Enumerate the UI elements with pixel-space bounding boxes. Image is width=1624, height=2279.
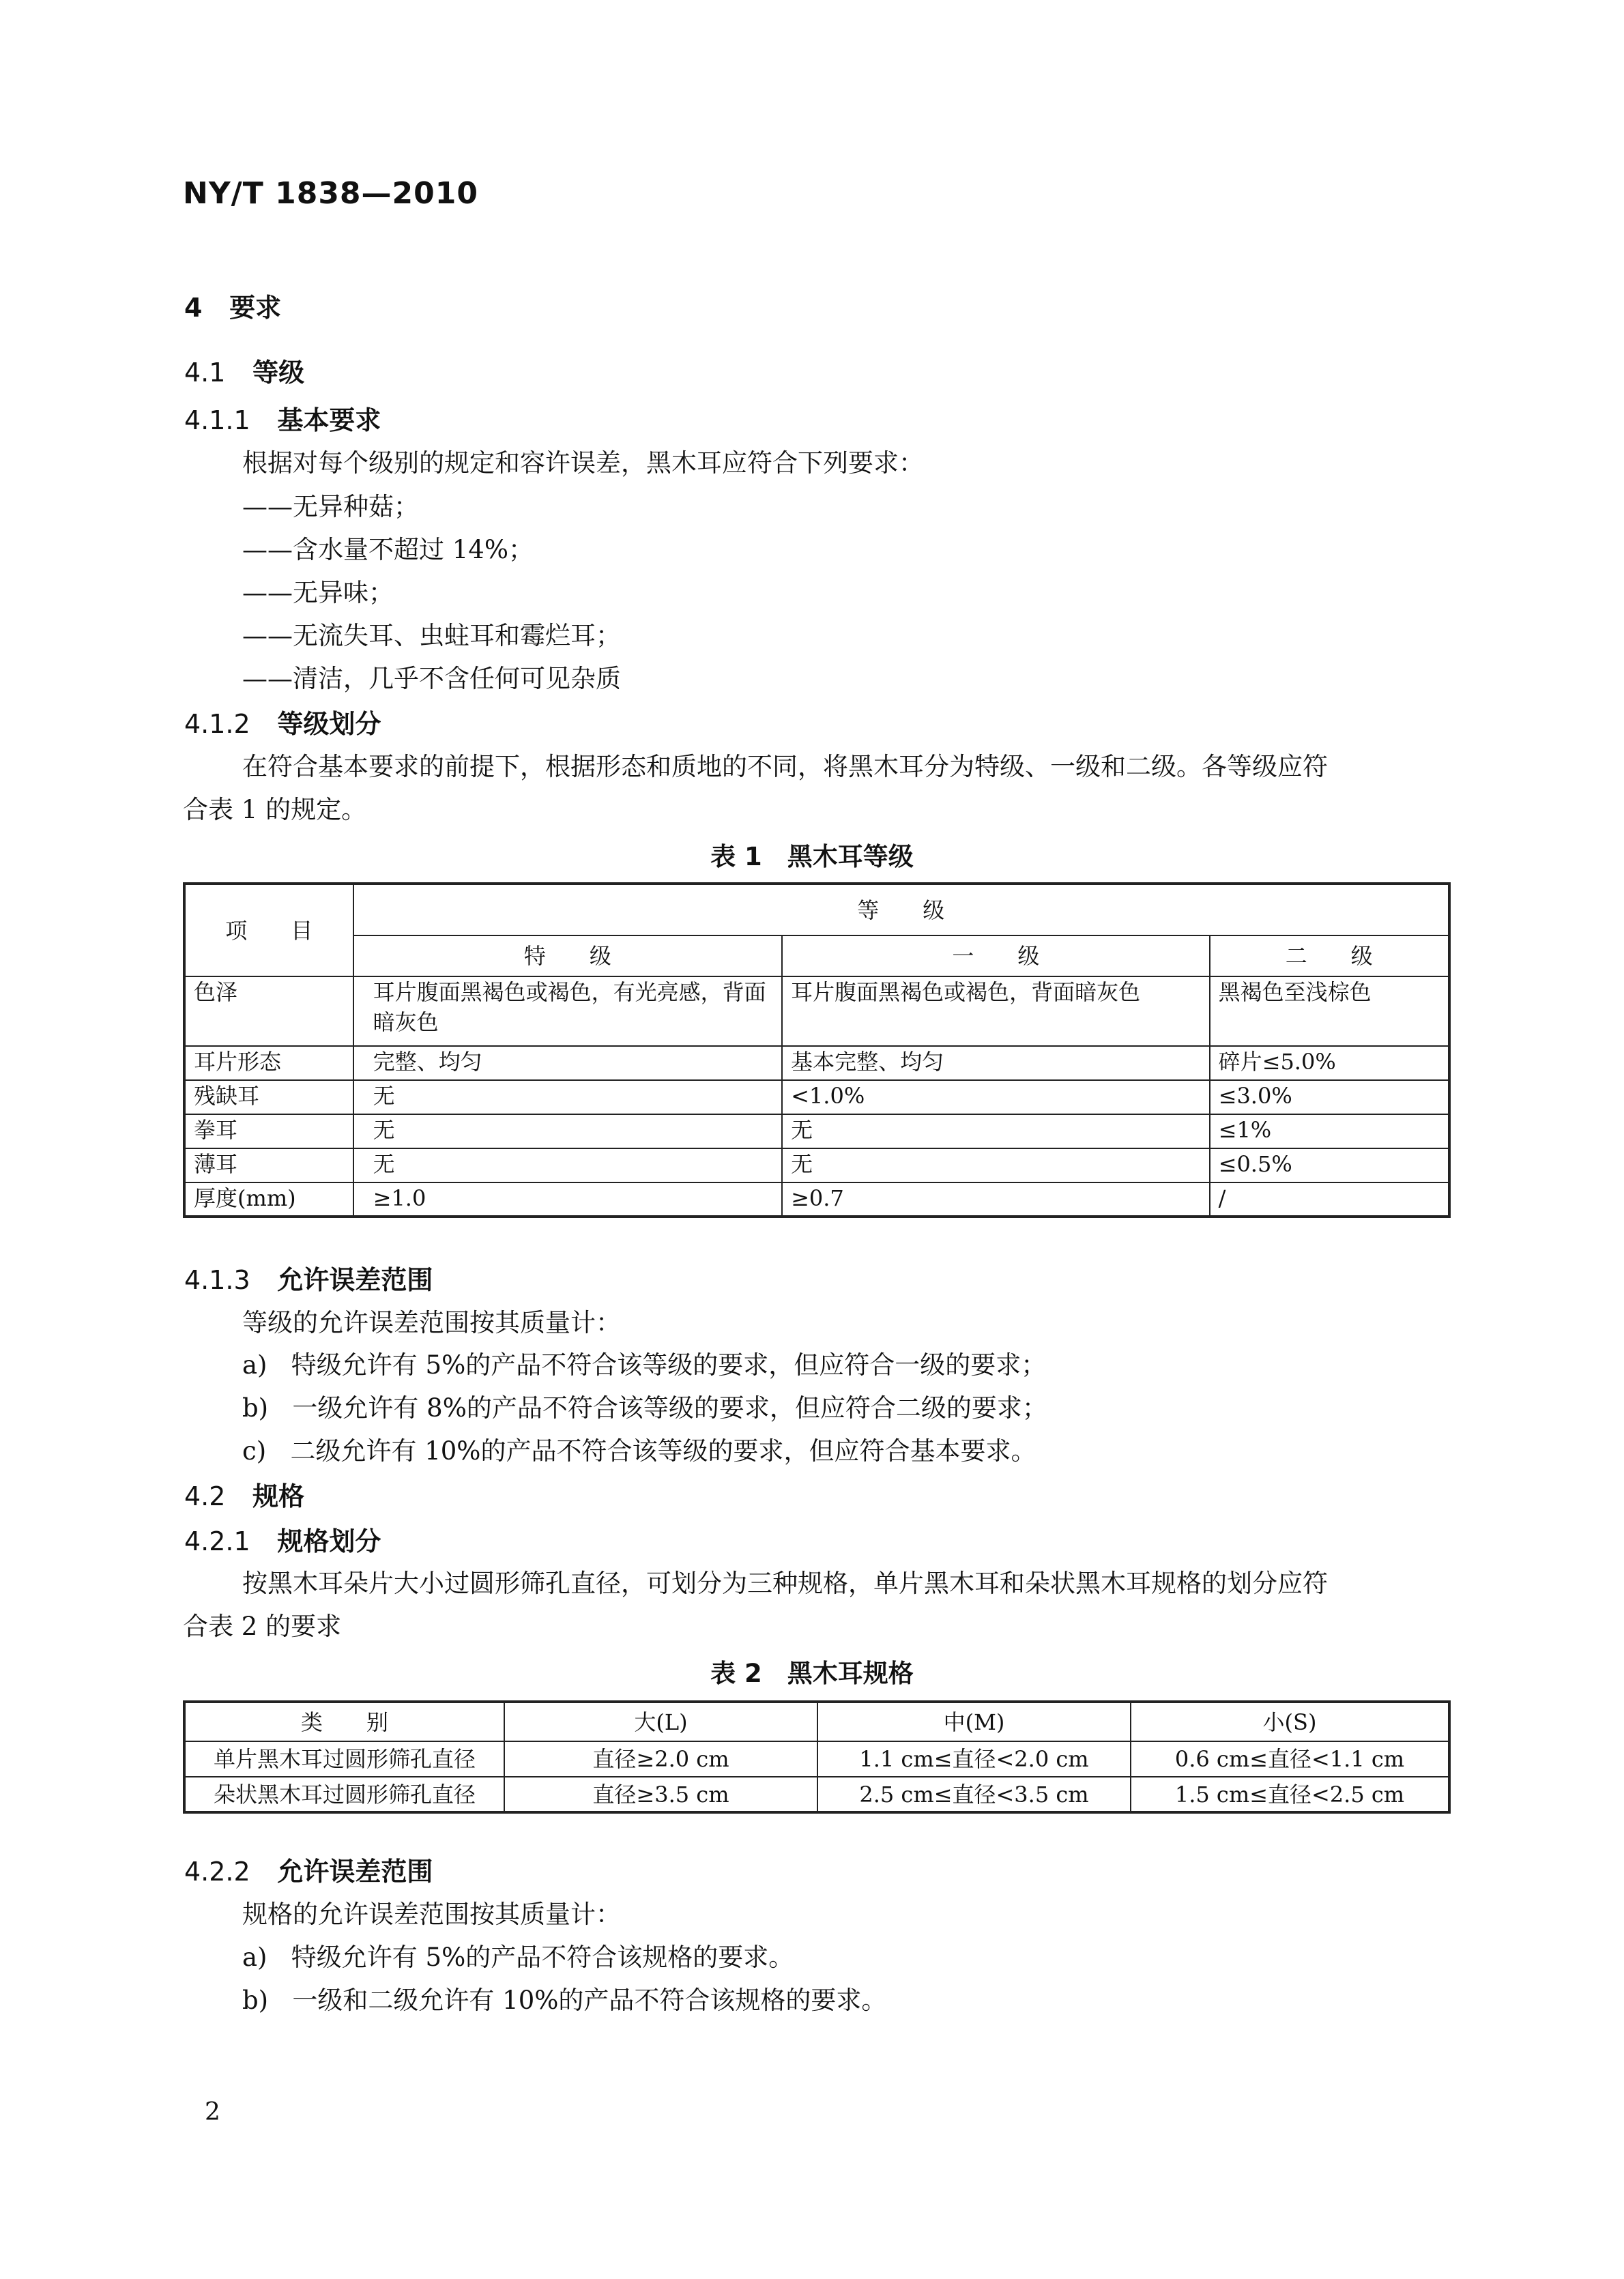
page-number: 2	[205, 2098, 220, 2126]
section-4-2-2-heading	[184, 1850, 433, 1888]
list-label: b)	[242, 1393, 269, 1423]
table-cell: ≥1.0	[353, 1182, 782, 1217]
list-item: ——清洁，几乎不含任何可见杂质	[242, 664, 621, 693]
list-text: 二级允许有 10%的产品不符合该等级的要求，但应符合基本要求。	[290, 1436, 1036, 1466]
section-title: 规格划分	[277, 1526, 381, 1556]
row-label: 朵状黑木耳过圆形筛孔直径	[184, 1777, 504, 1812]
list-item	[242, 1430, 1036, 1467]
col-header: 类 别	[184, 1702, 504, 1741]
table-1-caption: 表 1 黑木耳等级	[710, 842, 914, 871]
table-grades	[183, 882, 1451, 1218]
table-cell: 无	[353, 1114, 782, 1148]
table-cell: ≤1%	[1210, 1114, 1449, 1148]
list-label: c)	[242, 1436, 267, 1466]
table-cell: 2.5 cm≤直径<3.5 cm	[817, 1777, 1131, 1812]
paragraph-line: 合表 2 的要求	[183, 1612, 342, 1641]
section-4-heading	[184, 287, 281, 324]
section-4-2-heading	[184, 1475, 304, 1513]
table-cell: ≤0.5%	[1210, 1148, 1449, 1182]
row-label: 残缺耳	[184, 1080, 353, 1114]
list-text: 一级和二级允许有 10%的产品不符合该规格的要求。	[292, 1986, 887, 2015]
list-text: 一级允许有 8%的产品不符合该等级的要求，但应符合二级的要求；	[292, 1393, 1047, 1423]
list-item	[242, 1344, 1046, 1381]
section-4-1-1-heading	[184, 399, 381, 437]
table-row	[184, 1182, 1449, 1217]
table-cell: 黑褐色至浅棕色	[1210, 976, 1449, 1046]
table-row	[184, 1080, 1449, 1114]
item-header: 项 目	[184, 884, 353, 976]
paragraph-line: 在符合基本要求的前提下，根据形态和质地的不同，将黑木耳分为特级、一级和二级。各等级应符	[242, 752, 1328, 781]
section-4-1-2-heading	[184, 703, 381, 740]
section-4-2-1-heading	[184, 1520, 381, 1558]
table-row	[184, 1046, 1449, 1080]
section-number: 4.1.3	[184, 1265, 250, 1295]
table-row	[184, 1114, 1449, 1148]
list-item	[242, 1387, 1047, 1424]
table-cell: 耳片腹面黑褐色或褐色，有光亮感，背面暗灰色	[353, 976, 782, 1046]
table-2-caption: 表 2 黑木耳规格	[710, 1659, 914, 1688]
section-title: 允许误差范围	[277, 1265, 433, 1295]
row-label: 单片黑木耳过圆形筛孔直径	[184, 1741, 504, 1777]
section-4-1-3-heading	[184, 1259, 433, 1296]
section-number: 4.1	[184, 358, 226, 388]
table-row	[184, 976, 1449, 1046]
list-item: ——含水量不超过 14%；	[242, 535, 534, 564]
section-title: 基本要求	[277, 405, 381, 435]
table-cell: 碎片≤5.0%	[1210, 1046, 1449, 1080]
list-item: ——无异味；	[242, 578, 394, 607]
list-item	[242, 1979, 886, 2016]
row-label: 色泽	[184, 976, 353, 1046]
paragraph: 根据对每个级别的规定和容许误差，黑木耳应符合下列要求：	[242, 448, 924, 478]
table-cell: 0.6 cm≤直径<1.1 cm	[1131, 1741, 1449, 1777]
list-item: ——无流失耳、虫蛀耳和霉烂耳；	[242, 621, 621, 650]
col-header: 二 级	[1210, 935, 1449, 976]
table-cell: 无	[782, 1114, 1210, 1148]
section-number: 4.2	[184, 1481, 226, 1511]
list-label: b)	[242, 1986, 269, 2015]
list-text: 特级允许有 5%的产品不符合该规格的要求。	[291, 1943, 794, 1972]
grade-header: 等 级	[353, 884, 1449, 935]
row-label: 薄耳	[184, 1148, 353, 1182]
table-cell: 直径≥2.0 cm	[504, 1741, 817, 1777]
section-title: 规格	[252, 1481, 305, 1511]
list-label: a)	[242, 1350, 267, 1380]
section-4-1-heading	[184, 351, 304, 389]
table-cell: 基本完整、均匀	[782, 1046, 1210, 1080]
section-title: 允许误差范围	[277, 1857, 433, 1887]
row-label: 耳片形态	[184, 1046, 353, 1080]
section-number: 4.2.2	[184, 1857, 250, 1887]
section-title: 等级	[252, 358, 305, 388]
standard-number: NY/T 1838—2010	[183, 176, 479, 211]
table-row	[184, 1741, 1449, 1777]
table-cell: ≤3.0%	[1210, 1080, 1449, 1114]
col-header: 小(S)	[1131, 1702, 1449, 1741]
table-cell: 完整、均匀	[353, 1046, 782, 1080]
table-row	[184, 1148, 1449, 1182]
list-text: 特级允许有 5%的产品不符合该等级的要求，但应符合一级的要求；	[291, 1350, 1047, 1380]
list-item	[242, 1936, 794, 1973]
paragraph: 等级的允许误差范围按其质量计：	[242, 1308, 621, 1337]
section-title: 要求	[229, 293, 282, 323]
list-label: a)	[242, 1943, 267, 1972]
section-number: 4.2.1	[184, 1526, 250, 1556]
row-label: 拳耳	[184, 1114, 353, 1148]
table-cell: ≥0.7	[782, 1182, 1210, 1217]
table-cell: 无	[782, 1148, 1210, 1182]
col-header: 大(L)	[504, 1702, 817, 1741]
list-item: ——无异种菇；	[242, 492, 419, 521]
col-header: 特 级	[353, 935, 782, 976]
table-sizes	[183, 1700, 1451, 1814]
table-cell: <1.0%	[782, 1080, 1210, 1114]
table-cell: 耳片腹面黑褐色或褐色，背面暗灰色	[782, 976, 1210, 1046]
table-cell: 无	[353, 1148, 782, 1182]
table-cell: 1.1 cm≤直径<2.0 cm	[817, 1741, 1131, 1777]
table-row	[184, 1777, 1449, 1812]
paragraph-line: 按黑木耳朵片大小过圆形筛孔直径，可划分为三种规格，单片黑木耳和朵状黑木耳规格的划分应符	[242, 1569, 1328, 1598]
row-label: 厚度(mm)	[184, 1182, 353, 1217]
table-cell: 直径≥3.5 cm	[504, 1777, 817, 1812]
col-header: 一 级	[782, 935, 1210, 976]
paragraph: 规格的允许误差范围按其质量计：	[242, 1900, 621, 1929]
table-cell: /	[1210, 1182, 1449, 1217]
table-cell: 无	[353, 1080, 782, 1114]
section-number: 4.1.1	[184, 405, 250, 435]
col-header: 中(M)	[817, 1702, 1131, 1741]
table-cell: 1.5 cm≤直径<2.5 cm	[1131, 1777, 1449, 1812]
paragraph-line: 合表 1 的规定。	[183, 795, 367, 824]
section-title: 等级划分	[277, 709, 381, 739]
section-number: 4	[184, 293, 203, 323]
section-number: 4.1.2	[184, 709, 250, 739]
